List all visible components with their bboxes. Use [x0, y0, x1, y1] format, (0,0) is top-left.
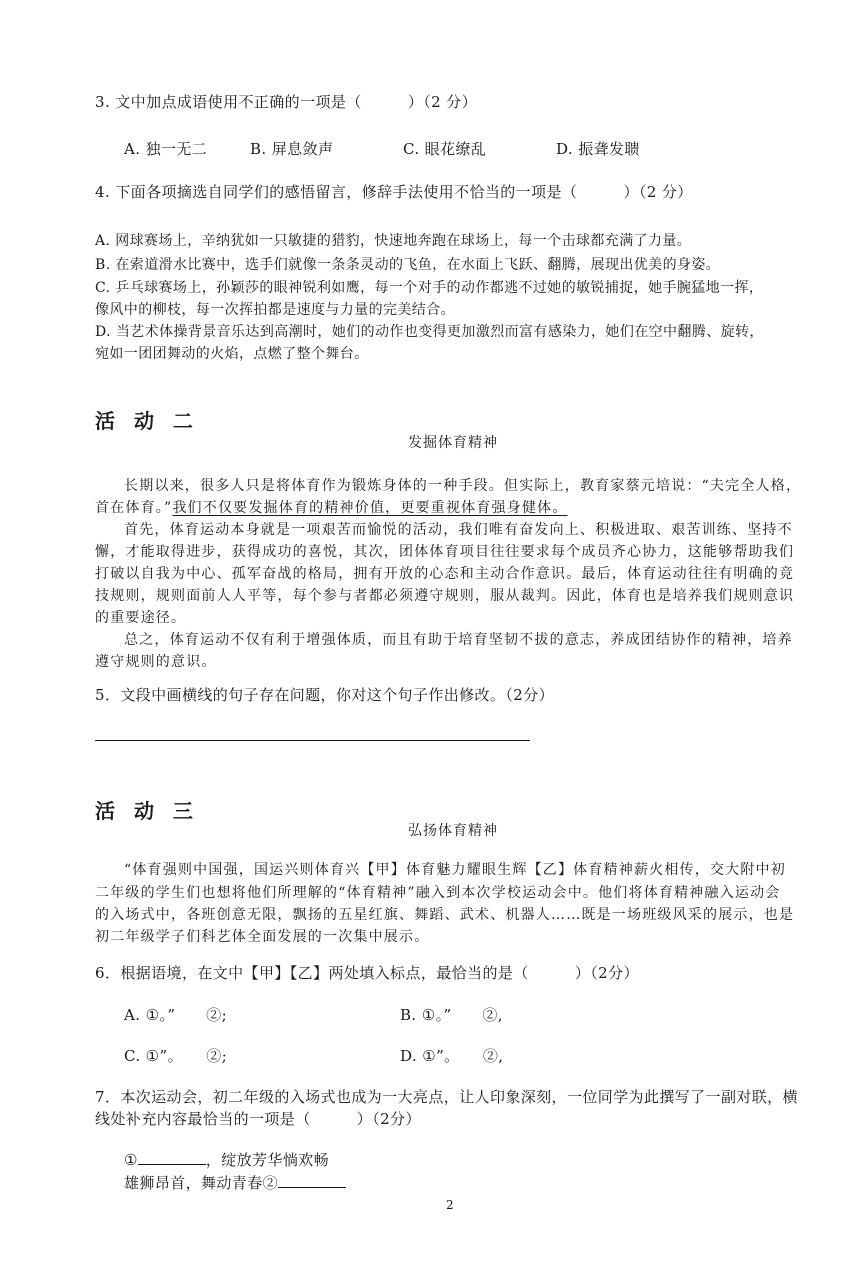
q7-stem-line1: 7．本次运动会，初二年级的入场式也成为一大亮点，让人印象深刻，一位同学为此撰写了一副对联，横	[95, 1088, 798, 1106]
activity-3-p1-line3: 的入场式中，各班创意无限，飘扬的五星红旗、舞蹈、武术、机器人……既是一场班级风采的展示，也是	[95, 907, 795, 923]
activity-3-heading: 活 动 三	[95, 799, 199, 823]
activity-2-p1-line1: 长期以来，很多人只是将体育作为锻炼身体的一种手段。但实际上，教育家蔡元培说：“夫完全人格，	[124, 478, 802, 494]
q4-option-c-line1: C. 乒乓球赛场上，孙颖莎的眼神锐利如鹰，每一个对手的动作都逃不过她的敏锐捕捉，她手腕猛地一挥，	[95, 280, 764, 296]
activity-2-p2-line5: 的重要途径。	[95, 610, 187, 626]
q4-option-a: A. 网球赛场上，辛纳犹如一只敏捷的猎豹，快速地奔跑在球场上，每一个击球都充满了力量。	[95, 233, 692, 249]
activity-2-p3-line2: 遵守规则的意识。	[95, 654, 217, 670]
q3-option-a: A. 独一无二	[124, 140, 208, 158]
q4-stem: 4. 下面各项摘选自同学们的感悟留言，修辞手法使用不恰当的一项是（ ）（2 分）	[95, 183, 693, 201]
q6-option-b: B. ①。” ②,	[400, 1006, 503, 1024]
activity-2-p1-line2	[95, 497, 568, 517]
q4-option-b: B. 在索道滑水比赛中，选手们就像一条条灵动的飞鱼，在水面上飞跃、翻腾，展现出优美的身姿。	[95, 257, 721, 273]
underlined-sentence: 我们不仅要发掘体育的精神价值，更要重视体育强身健体。	[172, 500, 568, 516]
q6-option-c: C. ①”。 ②;	[124, 1047, 228, 1065]
q3-option-c: C. 眼花缭乱	[403, 140, 487, 158]
couplet-blank-1[interactable]	[138, 1150, 206, 1165]
activity-3-title: 弘扬体育精神	[408, 823, 498, 839]
couplet-line2-text: 雄狮昂首，舞动青春②	[124, 1174, 279, 1192]
couplet-line1-marker: ①	[124, 1151, 138, 1169]
activity-2-p3-line1: 总之，体育运动不仅有利于增强体质，而且有助于培育坚韧不拔的意志，养成团结协作的精神，培养	[124, 632, 793, 648]
activity-3-p1-line4: 初二年级学子们科艺体全面发展的一次集中展示。	[95, 929, 430, 945]
q5-answer-line[interactable]	[95, 740, 530, 741]
activity-2-quote-end: 首在体育。”	[95, 500, 173, 516]
q6-stem: 6．根据语境，在文中【甲】【乙】两处填入标点，最恰当的是（ ）（2分）	[95, 964, 639, 982]
activity-3-p1-line2: 二年级的学生们也想将他们所理解的“体育精神”融入到本次学校运动会中。他们将体育精神融入运动会	[95, 885, 781, 901]
q5-stem: 5．文段中画横线的句子存在问题，你对这个句子作出修改。（2分）	[95, 686, 554, 704]
couplet-line1	[124, 1149, 329, 1170]
q3-stem: 3. 文中加点成语使用不正确的一项是（ ）（2 分）	[95, 93, 478, 111]
q3-option-d: D. 振聋发聩	[556, 140, 640, 158]
q3-option-b: B. 屏息敛声	[250, 140, 334, 158]
activity-2-p2-line4: 技规则，规则面前人人平等，每个参与者都必须遵守规则，服从裁判。因此，体育也是培养我们规则意识	[95, 588, 795, 604]
activity-3-p1-line1: “体育强则中国强，国运兴则体育兴【甲】体育魅力耀眼生辉【乙】体育精神薪火相传，交大附中初	[124, 862, 786, 878]
q6-option-d: D. ①”。 ②,	[400, 1047, 504, 1065]
page-number: 2	[446, 1198, 454, 1212]
couplet-line1-text: ，绽放芳华惝欢畅	[205, 1151, 330, 1169]
q4-option-d-line1: D. 当艺术体操背景音乐达到高潮时，她们的动作也变得更加激烈而富有感染力，她们在空中翻腾、旋转，	[95, 324, 764, 340]
activity-2-heading: 活 动 二	[95, 409, 199, 433]
activity-2-p2-line3: 打破以自我为中心、孤军奋战的格局，拥有开放的心态和主动合作意识。最后，体育运动往往有明确的竞	[95, 566, 795, 582]
couplet-blank-2[interactable]	[278, 1173, 346, 1188]
activity-2-title: 发掘体育精神	[408, 435, 498, 451]
q7-stem-line2: 线处补充内容最恰当的一项是（ ）（2分）	[95, 1110, 421, 1128]
activity-2-p2-line1: 首先，体育运动本身就是一项艰苦而愉悦的活动，我们唯有奋发向上、积极进取、艰苦训练、坚持不	[124, 522, 793, 538]
activity-2-p2-line2: 懈，才能取得进步，获得成功的喜悦，其次，团体体育项目往往要求每个成员齐心协力，这能够帮助我们	[95, 544, 795, 560]
couplet-line2	[124, 1172, 346, 1193]
q6-option-a: A. ①。” ②;	[124, 1006, 228, 1024]
q4-option-d-line2: 宛如一团团舞动的火焰，点燃了整个舞台。	[95, 346, 369, 362]
q4-option-c-line2: 像风中的柳枝，每一次挥拍都是速度与力量的完美结合。	[95, 302, 455, 318]
